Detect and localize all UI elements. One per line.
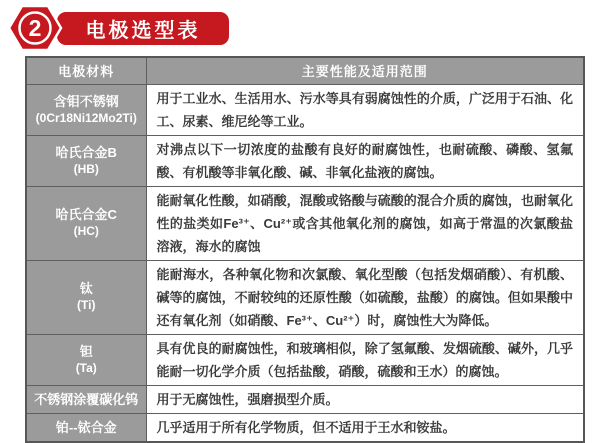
material-cell: [26, 186, 146, 260]
material-grade: (Ti): [77, 298, 96, 312]
page-title: [57, 12, 229, 45]
material-grade: (0Cr18Ni12Mo2Ti): [35, 110, 137, 125]
electrode-selection-table: [25, 56, 585, 443]
material-cell: [26, 260, 146, 334]
table-header: [26, 57, 584, 84]
column-header-material: 电极材料: [26, 57, 146, 84]
performance-description: 几乎适用于所有化学物质，但不适用于王水和铵盐。: [146, 413, 584, 442]
performance-description: 具有优良的耐腐蚀性，和玻璃相似，除了氢氟酸、发烟硫酸、碱外，几乎能耐一切化学介质（包括盐酸，硝酸，硫酸和王水）的腐蚀。: [146, 334, 584, 385]
material-name: 钽: [79, 343, 93, 359]
material-grade: (Ta): [75, 360, 97, 375]
badge-number: 2: [28, 15, 42, 41]
material-name: 钛: [79, 281, 93, 296]
table-row: [26, 334, 584, 385]
material-grade: (HC): [73, 224, 99, 238]
material-name: 哈氏合金C: [55, 207, 117, 222]
material-grade: (HB): [73, 161, 99, 176]
table-row: [26, 135, 584, 186]
material-name: 含钼不锈钢: [53, 93, 119, 109]
table-row: [26, 260, 584, 334]
performance-description: 用于工业水、生活用水、污水等具有弱腐蚀性的介质，广泛用于石油、化工、尿素、维尼纶等工业。: [146, 84, 584, 135]
table-row: [26, 413, 584, 442]
table-row: [26, 84, 584, 135]
material-name: 铂--铱合金: [55, 419, 117, 435]
column-header-performance: 主要性能及适用范围: [146, 57, 584, 84]
page-title-label: 电极选型表: [85, 20, 201, 42]
table-row: [26, 186, 584, 260]
material-cell: [26, 135, 146, 186]
table-row: [26, 385, 584, 413]
material-name: 不锈钢涂覆碳化钨: [34, 391, 139, 407]
performance-description: 能耐氧化性酸，如硝酸，混酸或铬酸与硫酸的混合介质的腐蚀，也耐氧化性的盐类如Fe³⁺、Cu²⁺或含其他氧化剂的腐蚀，如高于常温的次氯酸盐溶液，海水的腐蚀: [146, 186, 584, 260]
page-header: [0, 0, 600, 56]
performance-description: 能耐海水，各种氧化物和次氯酸、氧化型酸（包括发烟硝酸）、有机酸、碱等的腐蚀，不耐较纯的还原性酸（如硫酸，盐酸）的腐蚀。但如果酸中还有氧化剂（如硝酸、Fe³⁺、Cu²⁺）时，腐蚀性大为降低。: [146, 260, 584, 334]
number-badge-icon: [7, 3, 63, 53]
material-cell: [26, 385, 146, 413]
table-body: [26, 84, 584, 442]
material-cell: [26, 334, 146, 385]
material-name: 哈氏合金B: [55, 144, 117, 160]
performance-description: 对沸点以下一切浓度的盐酸有良好的耐腐蚀性，也耐硫酸、磷酸、氢氟酸、有机酸等非氧化酸、碱、非氧化盐液的腐蚀。: [146, 135, 584, 186]
table-header-row: [26, 57, 584, 84]
material-cell: [26, 413, 146, 442]
performance-description: 用于无腐蚀性，强磨损型介质。: [146, 385, 584, 413]
material-cell: [26, 84, 146, 135]
